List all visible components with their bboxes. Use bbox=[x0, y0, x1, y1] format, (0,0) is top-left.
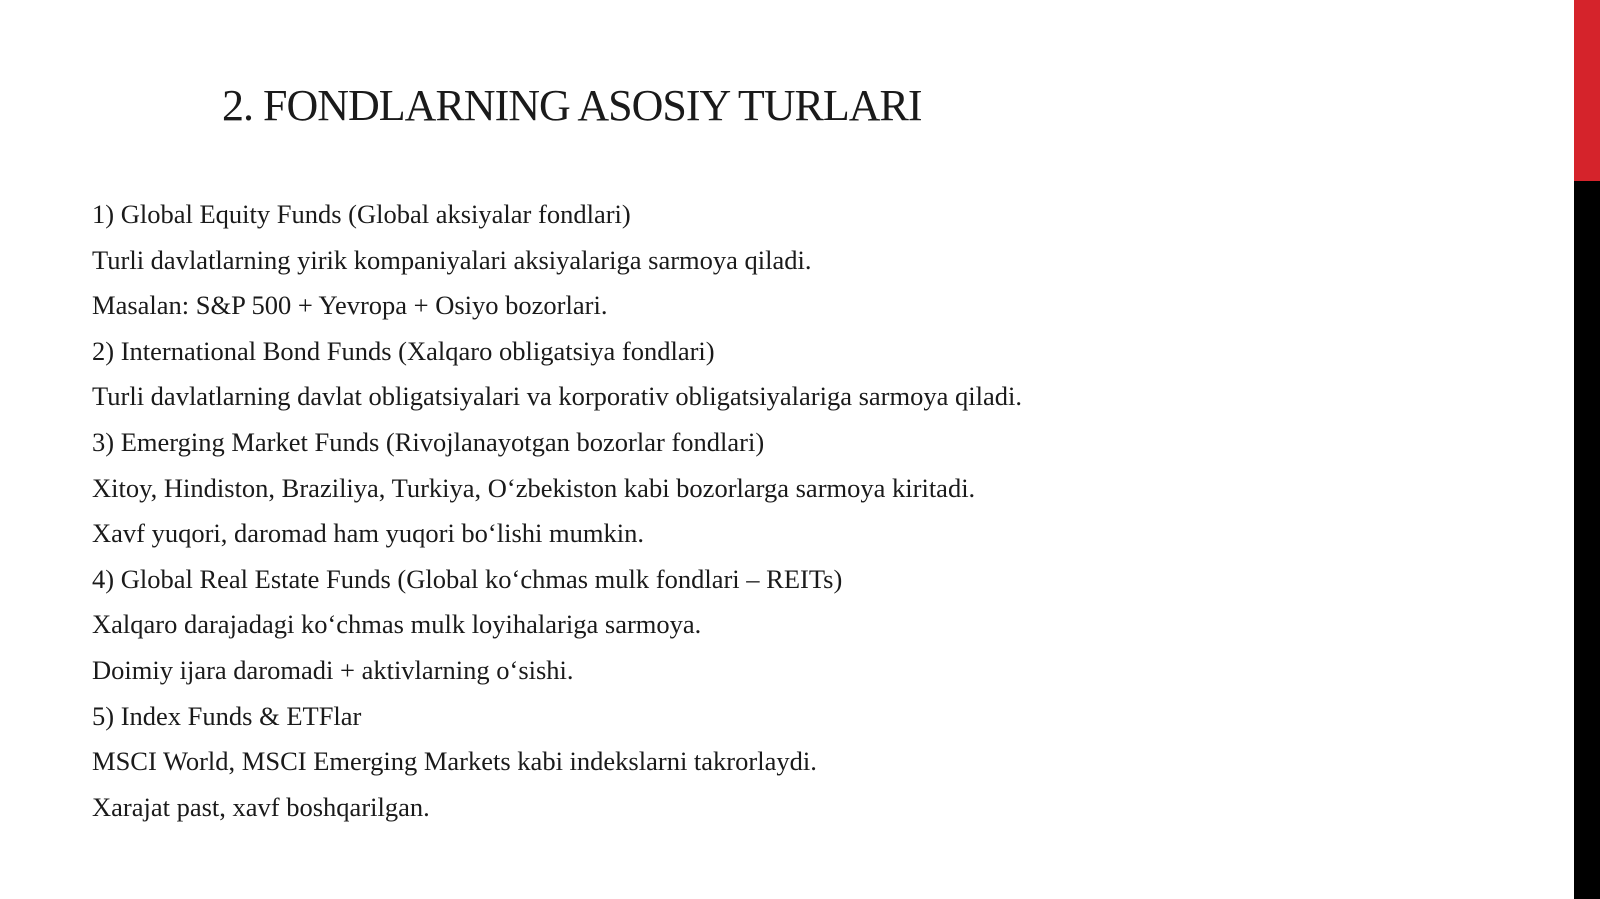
body-line: Xarajat past, xavf boshqarilgan. bbox=[92, 791, 430, 822]
heading-global-real-estate-funds: 4) Global Real Estate Funds (Global ko‘chmas mulk fondlari – REITs) bbox=[92, 563, 843, 594]
heading-global-equity-funds: 1) Global Equity Funds (Global aksiyalar fondlari) bbox=[92, 199, 631, 229]
body-line: Turli davlatlarning yirik kompaniyalari aksiyalariga sarmoya qiladi. bbox=[92, 244, 812, 275]
slide-title: 2. FONDLARNING ASOSIY TURLARI bbox=[222, 81, 922, 130]
body-line: Masalan: S&P 500 + Yevropa + Osiyo bozorlari. bbox=[92, 290, 608, 321]
body-line: MSCI World, MSCI Emerging Markets kabi indekslarni takrorlaydi. bbox=[92, 746, 817, 777]
slide-body bbox=[92, 192, 1022, 830]
accent-bar-red bbox=[1574, 0, 1600, 181]
heading-emerging-market-funds: 3) Emerging Market Funds (Rivojlanayotgan bozorlar fondlari) bbox=[92, 426, 765, 457]
body-line: Xitoy, Hindiston, Braziliya, Turkiya, O‘zbekiston kabi bozorlarga sarmoya kiritadi. bbox=[92, 472, 976, 503]
body-line: Doimiy ijara daromadi + aktivlarning o‘sishi. bbox=[92, 654, 574, 685]
body-line: Turli davlatlarning davlat obligatsiyalari va korporativ obligatsiyalariga sarmoya qiladi. bbox=[92, 381, 1022, 412]
body-line: Xavf yuqori, daromad ham yuqori bo‘lishi mumkin. bbox=[92, 518, 644, 549]
body-line: Xalqaro darajadagi ko‘chmas mulk loyihalariga sarmoya. bbox=[92, 609, 702, 640]
heading-index-funds-etflar: 5) Index Funds & ETFlar bbox=[92, 700, 362, 731]
heading-international-bond-funds: 2) International Bond Funds (Xalqaro obligatsiya fondlari) bbox=[92, 335, 715, 366]
accent-bar-black bbox=[1574, 181, 1600, 899]
